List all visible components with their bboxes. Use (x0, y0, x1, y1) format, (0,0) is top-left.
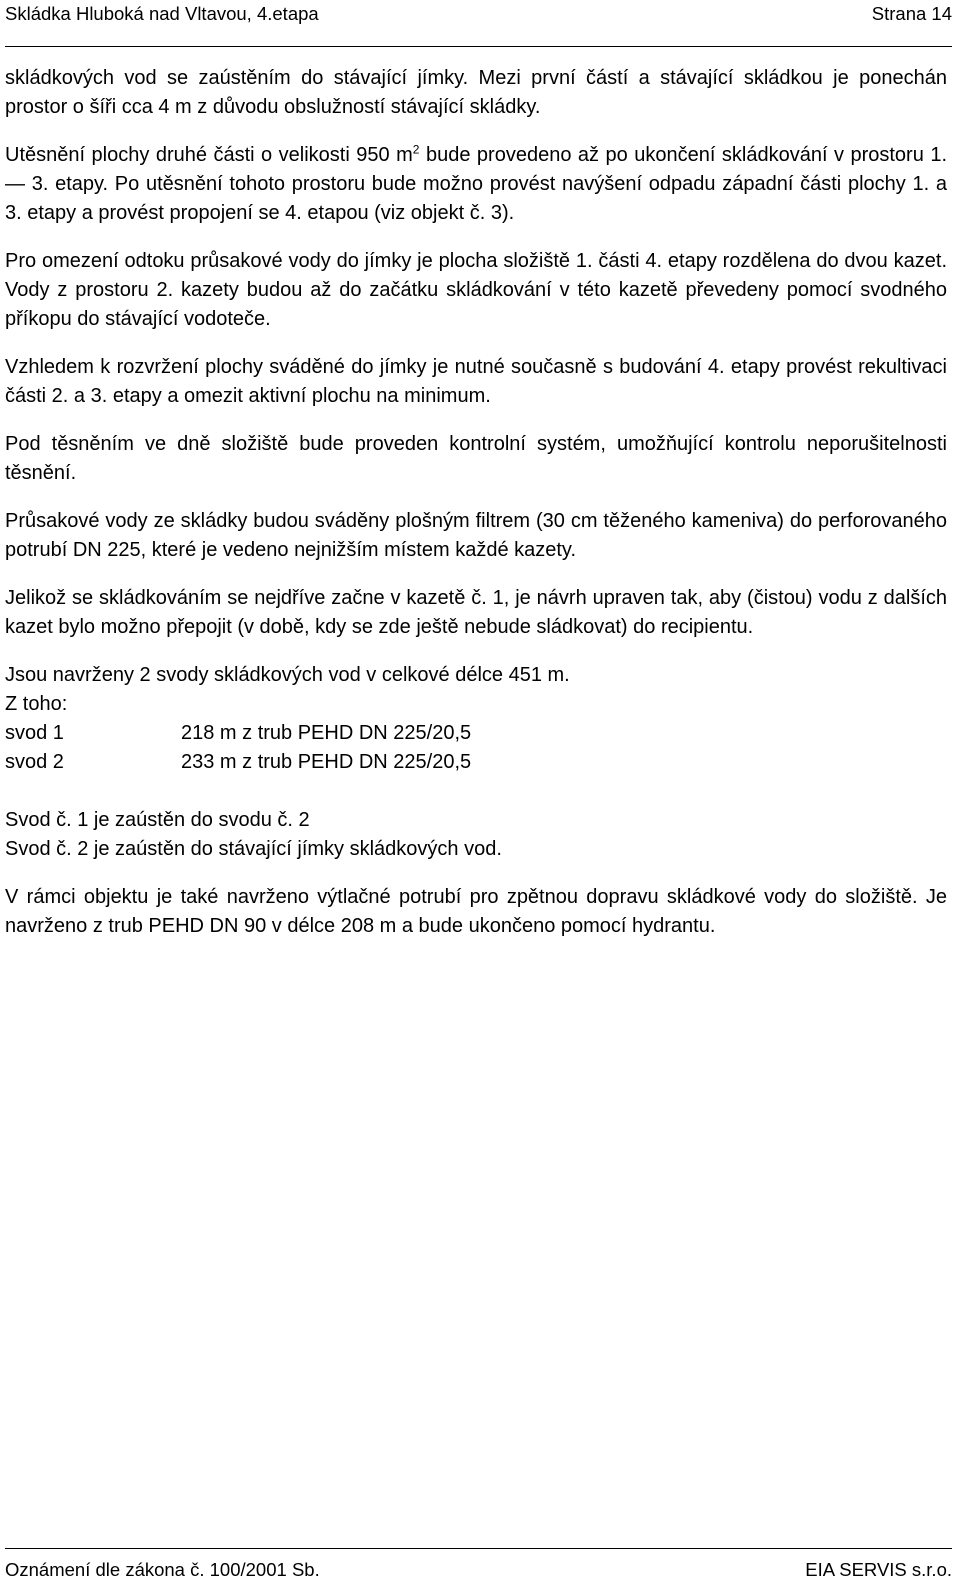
paragraph-9 (5, 806, 947, 864)
svod-2-connection-line: Svod č. 2 je zaústěn do stávající jímky skládkových vod. (5, 838, 502, 860)
paragraph-8 (5, 661, 947, 777)
svod-description: 218 m z trub PEHD DN 225/20,5 (181, 722, 472, 744)
svody-intro-line: Jsou navrženy 2 svody skládkových vod v celkové délce 451 m. (5, 664, 570, 686)
paragraph-5: Pod těsněním ve dně složiště bude proveden kontrolní systém, umožňující kontrolu neporušitelnosti těsnění. (5, 433, 947, 484)
page-header (5, 0, 952, 47)
superscript-2: 2 (412, 142, 420, 157)
svod-name: svod 2 (5, 751, 64, 773)
svod-1-connection-line: Svod č. 1 je zaústěn do svodu č. 2 (5, 809, 310, 831)
paragraph-7: Jelikož se skládkováním se nejdříve začne v kazetě č. 1, je návrh upraven tak, aby (čistou) vodu z dalších kazet bylo možno přepojit (v době, kdy se zde ještě nebude sládkovat) do recipientu. (5, 587, 947, 638)
svod-description: 233 m z trub PEHD DN 225/20,5 (181, 751, 472, 773)
page-footer (5, 1548, 952, 1585)
svod-row (5, 719, 947, 748)
paragraph-3: Pro omezení odtoku průsakové vody do jímky je plocha složiště 1. části 4. etapy rozdělena do dvou kazet. Vody z prostoru 2. kazety budou až do začátku skládkování v této kazetě převedeny pomocí svodného příkopu do stávající vodoteče. (5, 250, 947, 330)
paragraph-2 (5, 141, 947, 228)
paragraph-10: V rámci objektu je také navrženo výtlačné potrubí pro zpětnou dopravu skládkové vody do složiště. Je navrženo z trub PEHD DN 90 v délce 208 m a bude ukončeno pomocí hydrantu. (5, 886, 947, 937)
paragraph-6: Průsakové vody ze skládky budou sváděny plošným filtrem (30 cm těženého kameniva) do perforovaného potrubí DN 225, které je vedeno nejnižším místem každé kazety. (5, 510, 947, 561)
paragraph-2-text-a: Utěsnění plochy druhé části o velikosti 950 m (5, 144, 413, 166)
paragraph-2-text-b: bude provedeno až po ukončení skládkování v prostoru 1. — 3. etapy. Po utěsnění tohoto prostoru bude možno provést navýšení odpadu západní části plochy 1. a 3. etapy a provést propojení se 4. etapou (viz objekt č. 3). (5, 144, 947, 224)
footer-legal-reference: Oznámení dle zákona č. 100/2001 Sb. (5, 1559, 320, 1580)
svod-row (5, 748, 947, 777)
document-body (5, 64, 947, 960)
paragraph-1: skládkových vod se zaústěním do stávající jímky. Mezi první částí a stávající skládkou je ponechán prostor o šíři cca 4 m z důvodu obslužností stávající skládky. (5, 67, 947, 118)
header-page-number: Strana 14 (871, 3, 952, 24)
header-document-title: Skládka Hluboká nad Vltavou, 4.etapa (5, 3, 319, 24)
svod-name: svod 1 (5, 722, 64, 744)
paragraph-4: Vzhledem k rozvržení plochy sváděné do jímky je nutné současně s budování 4. etapy provést rekultivaci části 2. a 3. etapy a omezit aktivní plochu na minimum. (5, 356, 947, 407)
footer-company-name: EIA SERVIS s.r.o. (805, 1559, 952, 1580)
svody-z-toho-line: Z toho: (5, 693, 68, 715)
